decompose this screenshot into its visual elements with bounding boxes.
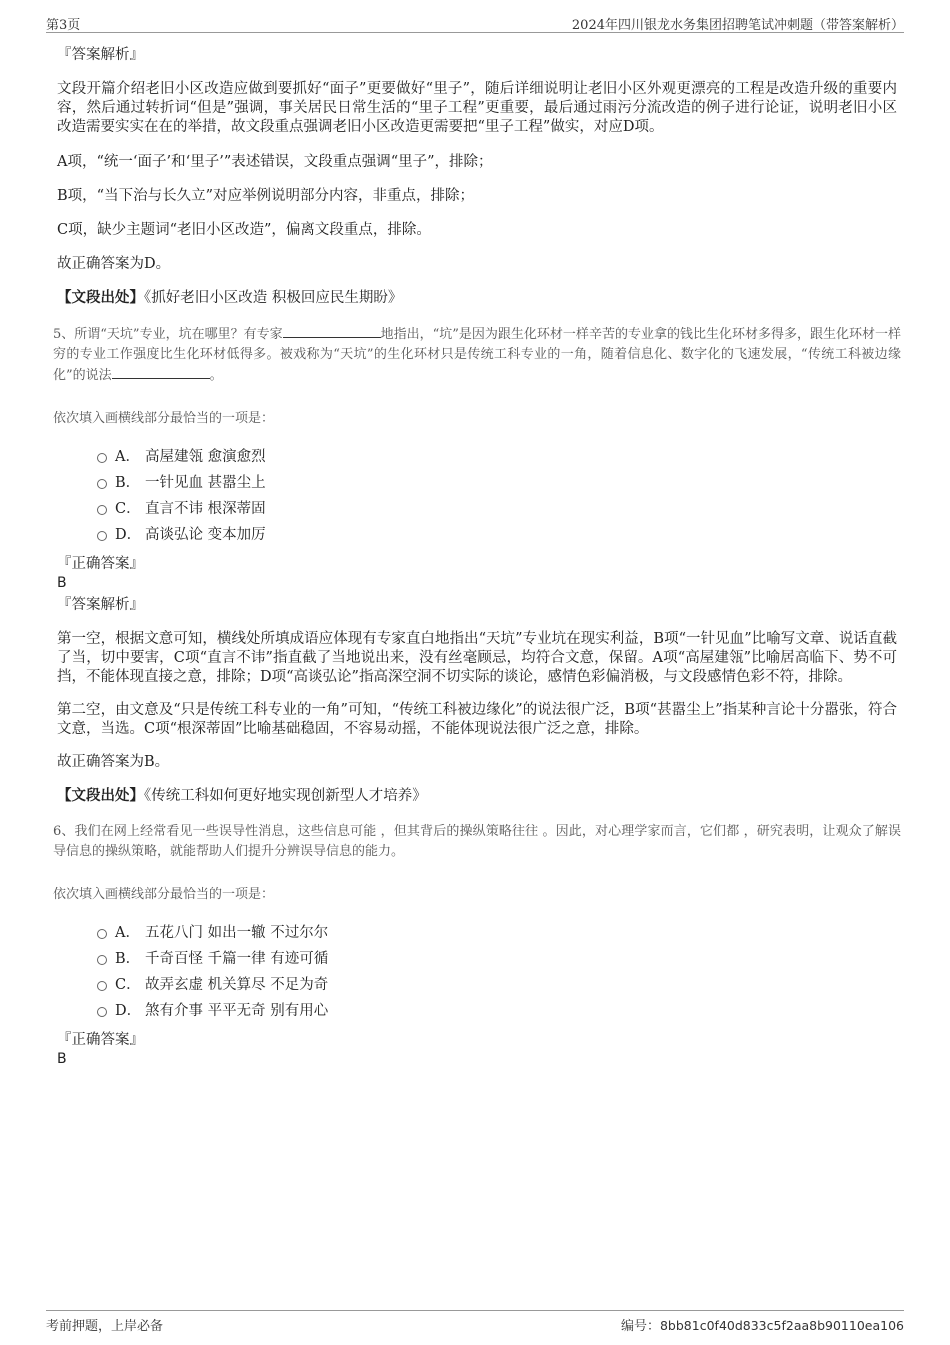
q5-blank-2 — [112, 365, 210, 379]
q4-analysis-p3: B项，“当下治与长久立”对应举例说明部分内容，非重点，排除； — [57, 188, 474, 204]
q5-option-c[interactable]: C． 直言不讳 根深蒂固 — [97, 496, 897, 522]
page-header — [46, 14, 904, 33]
q6-question: 6、我们在网上经常看见一些误导性消息，这些信息可能 ，但其背后的操纵策略往往 。因此，对心理学家而言，它们都 ，研究表明，让观众了解误导信息的操纵策略，就能帮助人们提升分辨误导信息的能力。 — [53, 824, 901, 859]
q4-source-title: 《抓好老旧小区改造 积极回应民生期盼》 — [144, 290, 403, 306]
q5-option-d[interactable]: D． 高谈弘论 变本加厉 — [97, 522, 897, 548]
radio-icon[interactable] — [97, 479, 107, 489]
radio-icon[interactable] — [97, 531, 107, 541]
footer-code — [621, 1315, 904, 1334]
radio-icon[interactable] — [97, 981, 107, 991]
radio-icon[interactable] — [97, 955, 107, 965]
radio-icon[interactable] — [97, 505, 107, 515]
radio-icon[interactable] — [97, 453, 107, 463]
q5-correct-label: 『正确答案』 — [57, 556, 144, 572]
q5-option-a[interactable]: A． 高屋建瓴 愈演愈烈 — [97, 444, 897, 470]
radio-icon[interactable] — [97, 929, 107, 939]
q5-source — [57, 786, 897, 806]
q6-correct-label: 『正确答案』 — [57, 1032, 144, 1048]
q5-analysis-p2: 第二空，由文意及“只是传统工科专业的一角”可知，“传统工科被边缘化”的说法很广泛，B项“甚嚣尘上”指某种言论十分嚣张，符合文意，当选。C项“根深蒂固”比喻基础稳固，不容易动摇，不能体现说法很广泛之意，排除。 — [57, 702, 897, 737]
q6-option-c[interactable]: C． 故弄玄虚 机关算尽 不足为奇 — [97, 972, 897, 998]
q6-prompt: 依次填入画横线部分最恰当的一项是： — [53, 887, 275, 902]
q5-text-b: 地指出，“坑”是因为跟生化环材一样辛苦的专业拿的钱比生化环材多得多，跟生化环材一样穷的专业工作强度比生化环材低得多。被戏称为“天坑”的生化环材只是传统工科专业的一角，随着信息化、数字化的飞速发展，“传统工科被边缘化”的说法 — [53, 327, 901, 383]
radio-icon[interactable] — [97, 1007, 107, 1017]
q6-option-b[interactable]: B． 千奇百怪 千篇一律 有迹可循 — [97, 946, 897, 972]
q4-analysis-p4: C项，缺少主题词“老旧小区改造”，偏离文段重点，排除。 — [57, 222, 431, 238]
q5-source-title: 《传统工科如何更好地实现创新型人才培养》 — [144, 788, 427, 804]
footer-code-label: 编号： — [620, 1319, 660, 1334]
q4-source — [57, 288, 897, 308]
document-title: 2024年四川银龙水务集团招聘笔试冲刺题（带答案解析） — [571, 18, 904, 33]
footer-slogan: 考前押题，上岸必备 — [46, 1319, 164, 1334]
footer-code-value: 8bb81c0f40d833c5f2aa8b90110ea106 — [659, 1318, 904, 1333]
q5-question — [53, 324, 901, 386]
q5-answer-statement: 故正确答案为B。 — [57, 754, 170, 770]
q4-analysis-p1: 文段开篇介绍老旧小区改造应做到要抓好“面子”更要做好“里子”，随后详细说明让老旧小区外观更漂亮的工程是改造升级的重要内容，然后通过转折词“但是”强调，事关居民日常生活的“里子工程”更重要，最后通过雨污分流改造的例子进行论证，说明老旧小区改造需要实实在在的举措，故文段重点强调老旧小区改造更需要把“里子工程”做实，对应D项。 — [57, 81, 897, 135]
q5-blank-1 — [283, 324, 381, 338]
q5-source-label: 【文段出处】 — [57, 787, 144, 804]
q4-source-label: 【文段出处】 — [57, 289, 144, 306]
q4-analysis-p2: A项，“统一‘面子’和‘里子’”表述错误，文段重点强调“里子”，排除； — [57, 154, 493, 170]
q5-options — [97, 444, 897, 548]
q5-text-c: 。 — [209, 368, 223, 383]
q4-analysis-label: 『答案解析』 — [57, 47, 144, 63]
q6-option-d[interactable]: D． 煞有介事 平平无奇 别有用心 — [97, 998, 897, 1024]
q4-answer-statement: 故正确答案为D。 — [57, 256, 171, 272]
q5-correct-value: B — [57, 575, 67, 591]
q6-options — [97, 920, 897, 1024]
q6-option-a[interactable]: A． 五花八门 如出一辙 不过尔尔 — [97, 920, 897, 946]
page-content — [53, 44, 901, 1068]
page-footer — [46, 1310, 904, 1334]
q5-analysis-label: 『答案解析』 — [57, 597, 144, 613]
q5-analysis-p1: 第一空，根据文意可知，横线处所填成语应体现有专家直白地指出“天坑”专业坑在现实利益，B项“一针见血”比喻写文章、说话直截了当，切中要害，C项“直言不讳”指直截了当地说出来，没有丝毫顾忌，均符合文意，保留。A项“高屋建瓴”比喻居高临下、势不可挡，不能体现直接之意，排除；D项“高谈弘论”指高深空洞不切实际的谈论，感情色彩偏消极，与文段感情色彩不符，排除。 — [57, 631, 897, 685]
q5-text-a: 5、所谓“天坑”专业，坑在哪里？有专家 — [53, 327, 283, 342]
page-number: 第3页 — [46, 18, 81, 33]
q5-option-b[interactable]: B． 一针见血 甚嚣尘上 — [97, 470, 897, 496]
q6-correct-value: B — [57, 1051, 67, 1067]
q5-prompt: 依次填入画横线部分最恰当的一项是： — [53, 411, 275, 426]
